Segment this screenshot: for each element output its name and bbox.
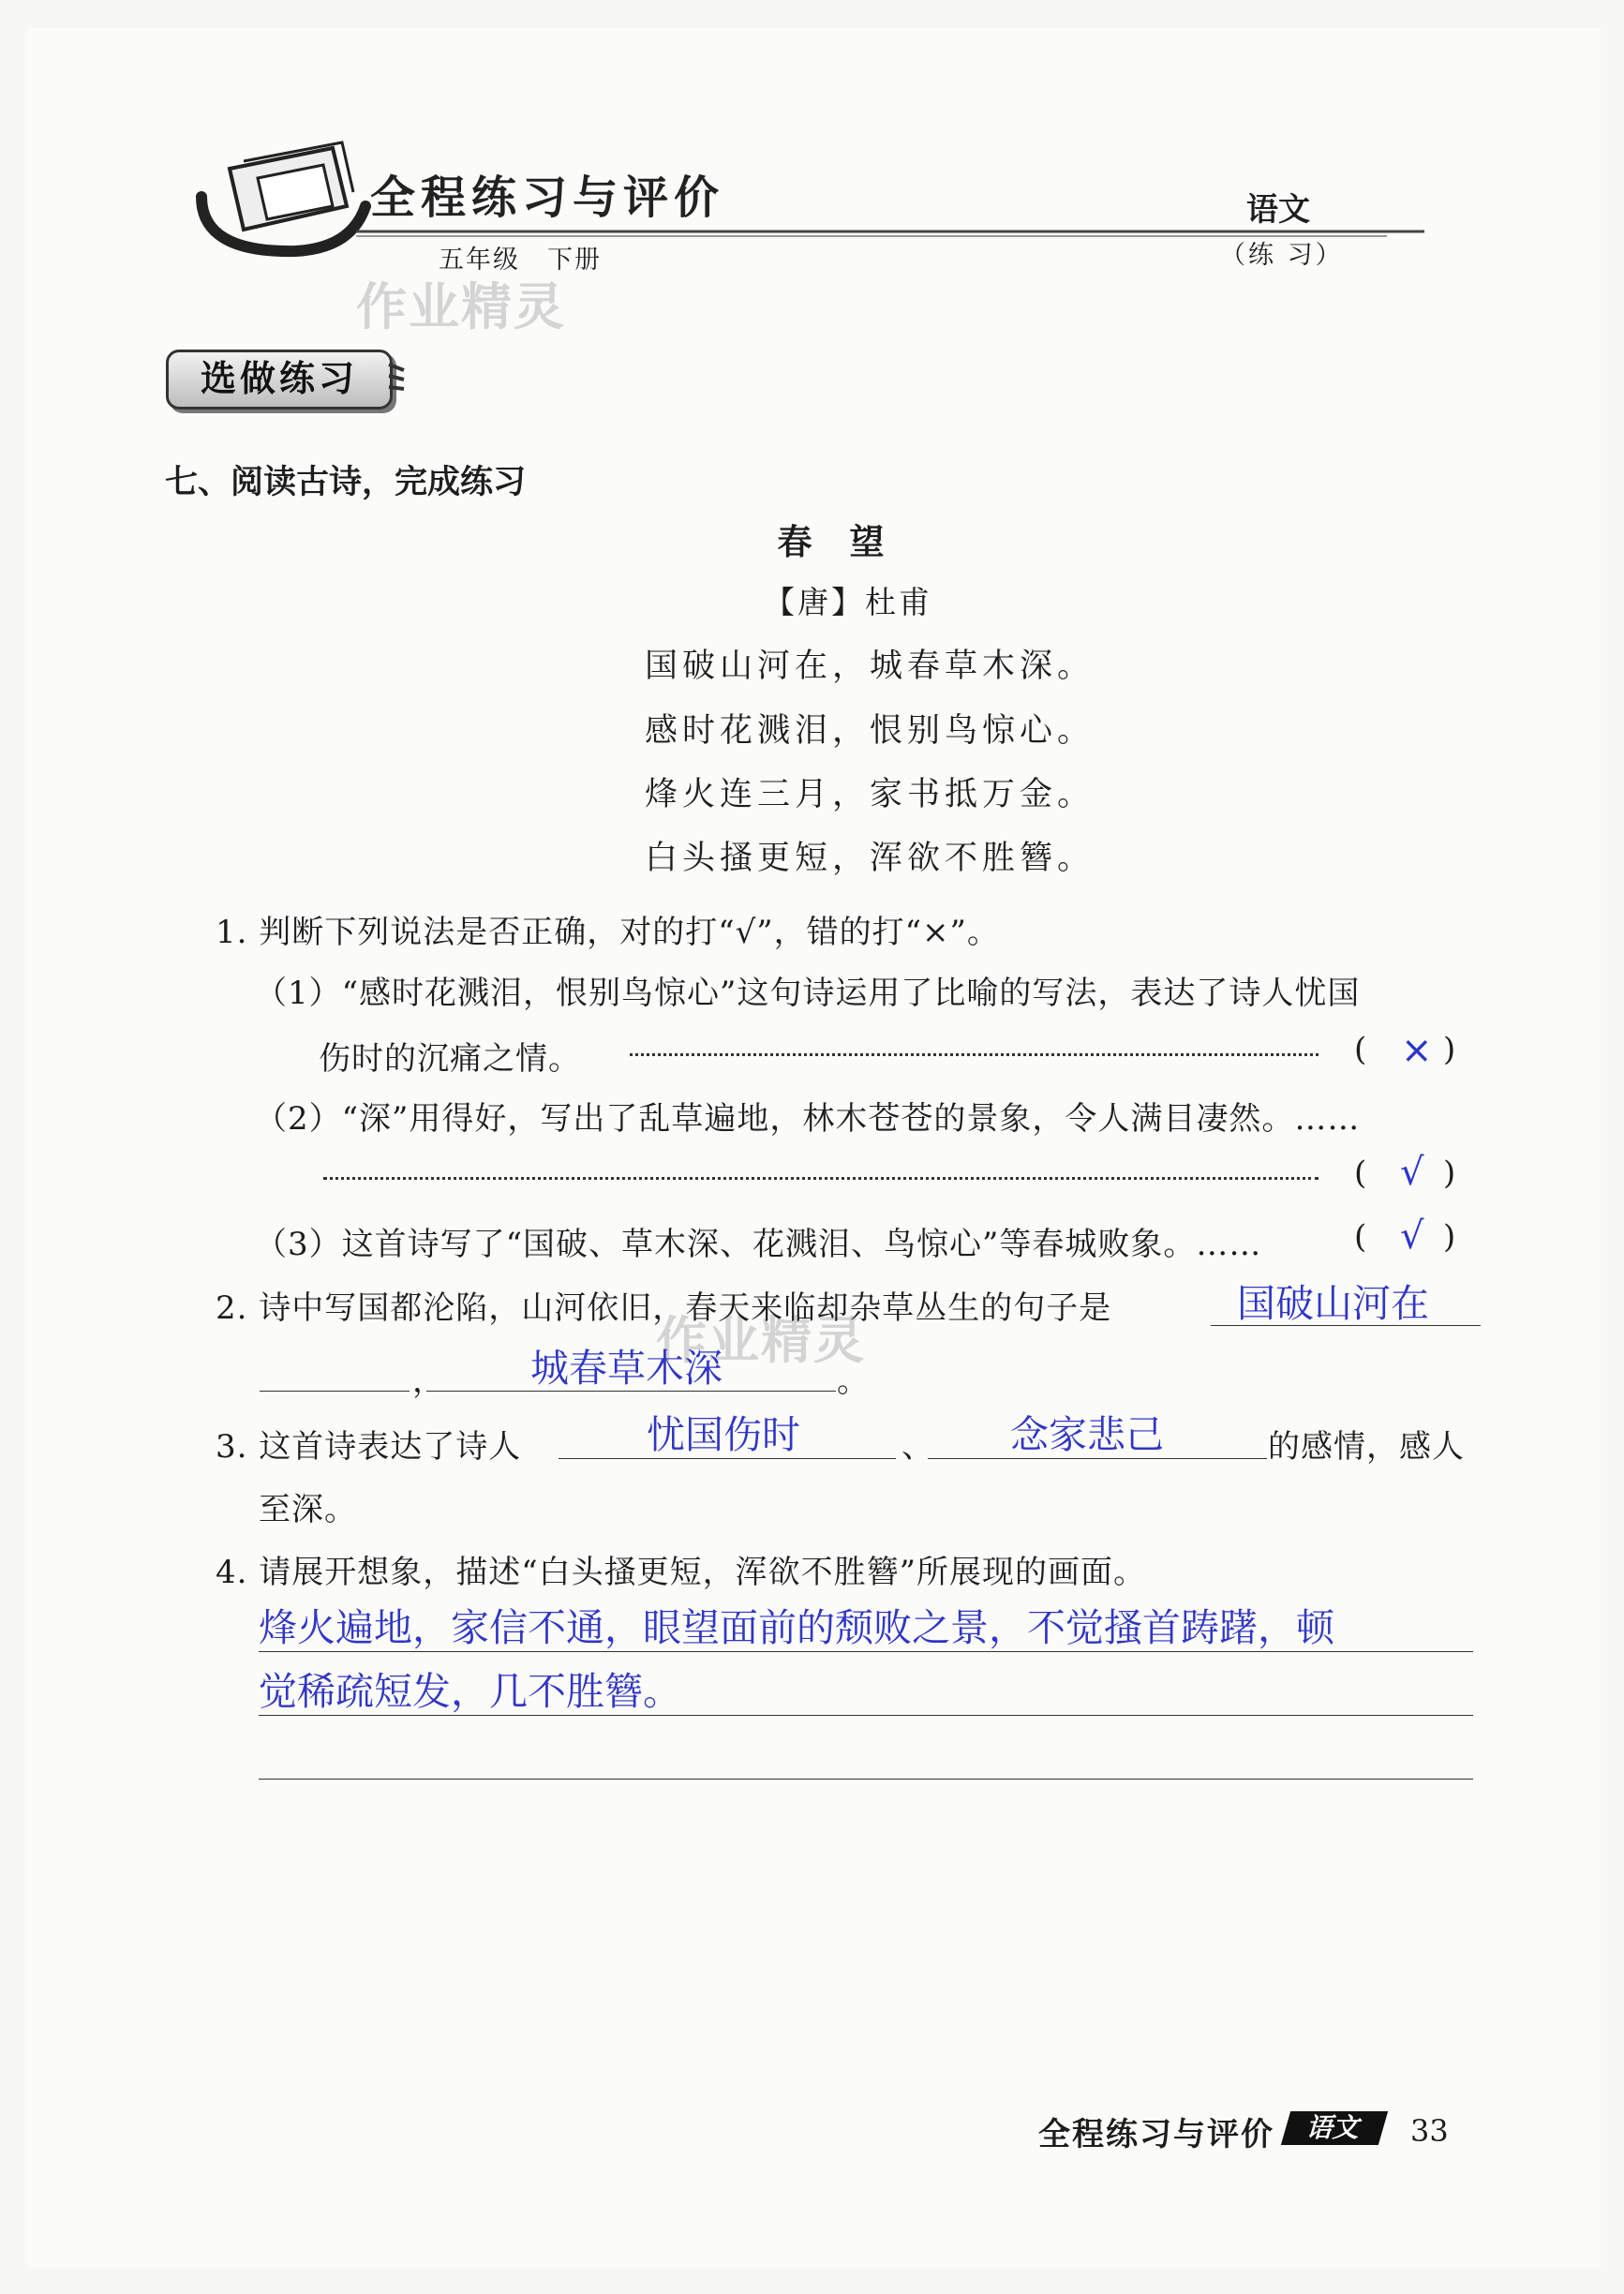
q1-item-2: （2）“深”用得好，写出了乱草遍地，林木苍苍的景象，令人满目凄然。…… xyxy=(255,1100,1361,1138)
poem-title: 春望 xyxy=(777,522,922,562)
q3-tail-2: 至深。 xyxy=(259,1491,357,1528)
poem-author: 【唐】杜甫 xyxy=(764,584,932,620)
grade-label: 五年级 下册 xyxy=(439,246,602,275)
q1-item-3: （3）这首诗写了“国破、草木深、花溅泪、鸟惊心”等春城败象。…… xyxy=(255,1226,1262,1263)
q1-item-1: （1）“感时花溅泪，恨别鸟惊心”这句诗运用了比喻的写法，表达了诗人忧国 xyxy=(255,975,1361,1012)
answer-paren-open: ( xyxy=(1354,1031,1367,1068)
watermark: 作业精灵 xyxy=(356,277,566,336)
poem-line: 白头搔更短，浑欲不胜簪。 xyxy=(645,840,1095,877)
answer-paren-close: ) xyxy=(1443,1031,1456,1068)
poem-line: 烽火连三月，家书抵万金。 xyxy=(645,776,1095,813)
answer-line xyxy=(259,1715,1473,1716)
poem-line: 感时花溅泪，恨别鸟惊心。 xyxy=(645,712,1095,750)
answer-line xyxy=(259,1651,1473,1652)
leader-dots xyxy=(323,1177,1319,1180)
q2-answer-1: 国破山河在 xyxy=(1237,1281,1429,1326)
subject-label: 语文 xyxy=(1246,191,1310,229)
section-tag: 选做练习 xyxy=(166,350,393,410)
q3-answer-1: 忧国伤时 xyxy=(647,1412,800,1457)
answer-blank xyxy=(260,1391,410,1392)
q1-stem: 1. 判断下列说法是否正确，对的打“√”，错的打“×”。 xyxy=(216,914,1000,951)
answer-line xyxy=(259,1779,1473,1780)
answer-paren-open: ( xyxy=(1354,1154,1367,1192)
q4-answer-line-2: 觉稀疏短发，几不胜簪。 xyxy=(259,1669,681,1714)
q2-stem: 2. 诗中写国都沦陷，山河依旧，春天来临却杂草丛生的句子是 xyxy=(216,1289,1112,1327)
q2-answer-2: 城春草木深 xyxy=(530,1346,723,1391)
q2-end: 。 xyxy=(837,1363,870,1400)
q3-answer-2: 念家悲己 xyxy=(1010,1412,1164,1457)
practice-label: （练 习） xyxy=(1220,241,1344,270)
leader-dots xyxy=(630,1053,1319,1056)
q3-tail: 的感情，感人 xyxy=(1268,1428,1465,1466)
q2-comma: ， xyxy=(412,1363,445,1400)
q1-item-2-answer: √ xyxy=(1400,1151,1424,1194)
footer-title: 全程练习与评价 xyxy=(1038,2116,1274,2153)
book-logo-icon xyxy=(192,141,380,262)
answer-paren-close: ) xyxy=(1443,1218,1456,1256)
section-tag-tail-icon xyxy=(387,361,408,398)
series-title: 全程练习与评价 xyxy=(370,171,725,224)
q3-sep: 、 xyxy=(901,1428,934,1466)
q1-item-1-cont: 伤时的沉痛之情。 xyxy=(319,1040,581,1078)
poem-line: 国破山河在，城春草木深。 xyxy=(645,648,1095,685)
page-number: 33 xyxy=(1410,2113,1449,2149)
q1-item-3-answer: √ xyxy=(1400,1214,1424,1258)
answer-paren-close: ) xyxy=(1443,1154,1456,1192)
question-heading: 七、阅读古诗，完成练习 xyxy=(165,464,527,501)
q1-item-1-answer: × xyxy=(1401,1029,1433,1072)
q4-stem: 4. 请展开想象，描述“白头搔更短，浑欲不胜簪”所展现的画面。 xyxy=(216,1554,1147,1591)
q3-stem: 3. 这首诗表达了诗人 xyxy=(216,1428,522,1466)
watermark: 作业精灵 xyxy=(656,1311,866,1370)
footer-subject: 语文 xyxy=(1281,2111,1388,2145)
answer-paren-open: ( xyxy=(1354,1218,1367,1256)
q4-answer-line-1: 烽火遍地，家信不通，眼望面前的颓败之景，不觉搔首踌躇，顿 xyxy=(259,1605,1334,1650)
